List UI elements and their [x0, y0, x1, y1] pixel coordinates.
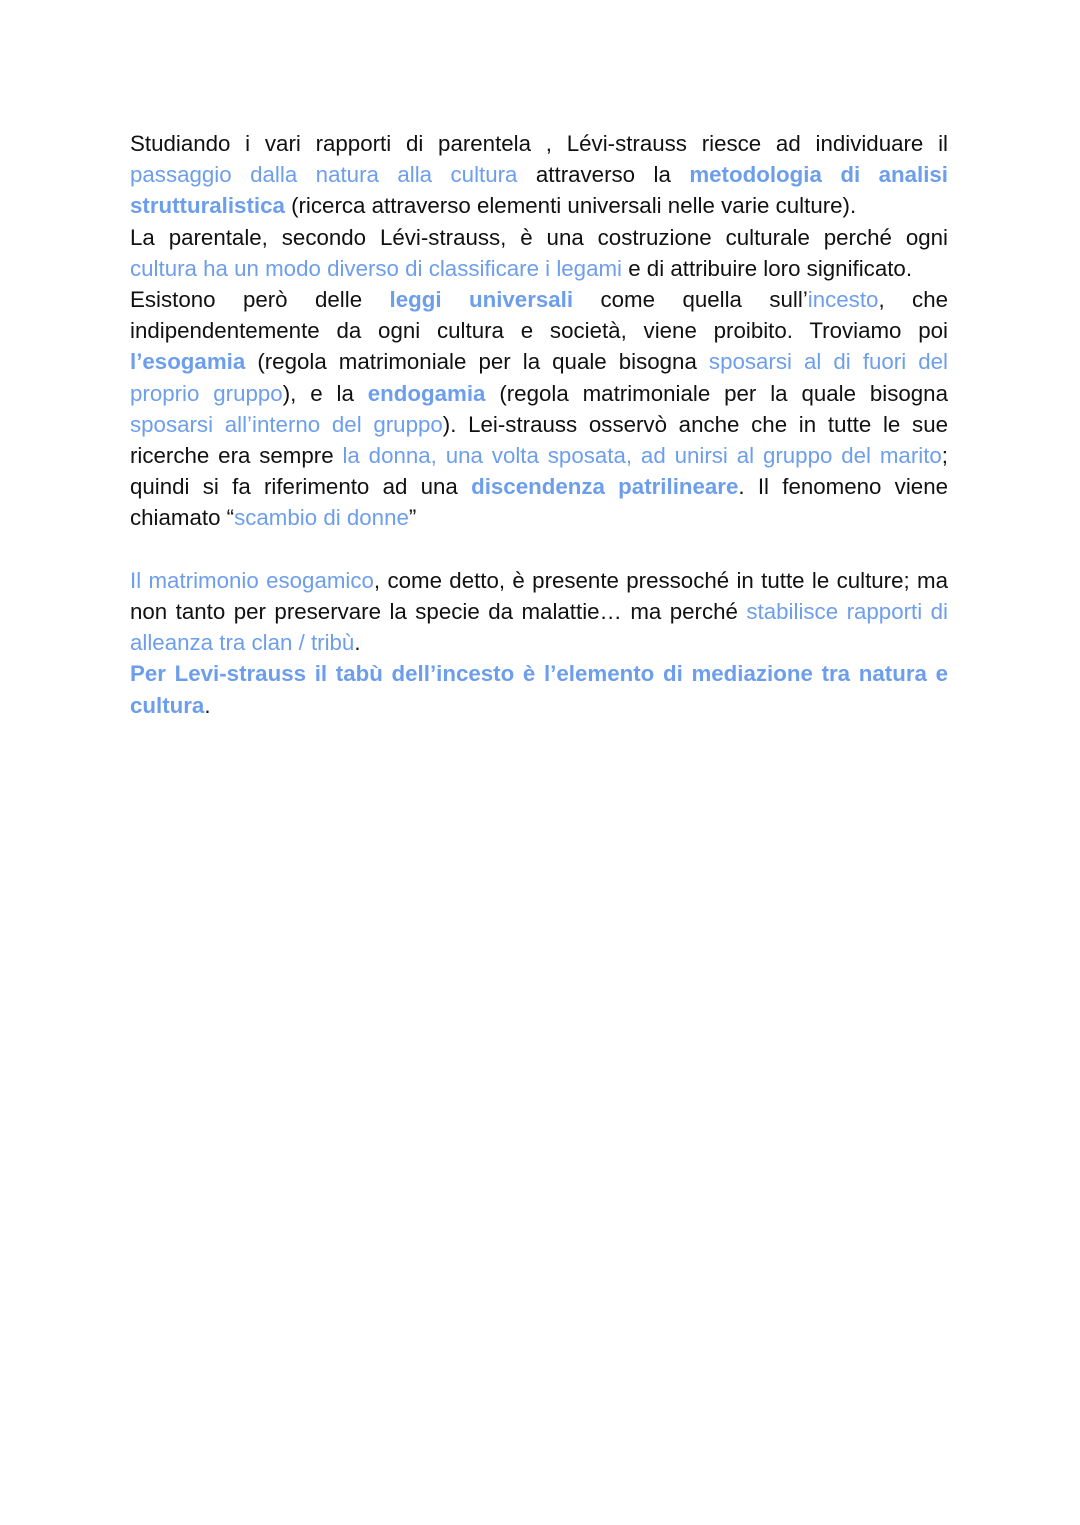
body-text: ; quindi si fa riferimento ad una — [130, 443, 948, 500]
highlighted-text: passaggio dalla natura alla cultura — [130, 162, 518, 188]
body-text: (ricerca attraverso elementi universali nelle varie culture). — [284, 193, 857, 219]
key-term: leggi universali — [389, 287, 574, 313]
highlighted-text: cultura ha un modo diverso di classificare i legami — [130, 255, 623, 281]
highlighted-text: la donna, una volta sposata, ad unirsi al gruppo del marito — [342, 443, 942, 469]
body-text: Studiando i vari rapporti di parentela , Lévi-strauss riesce ad individuare il — [130, 131, 948, 156]
body-text: ). Lei-strauss osservò anche che in tutte le sue ricerche era sempre — [130, 411, 948, 469]
body-text: , come detto, è presente pressoché in tutte le culture; ma non tanto per preservare la specie da malattie… ma perché — [130, 567, 948, 625]
paragraph — [130, 658, 948, 720]
paragraph — [130, 128, 948, 222]
highlighted-text: scambio di donne — [234, 505, 409, 531]
body-text: (regola matrimoniale per la quale bisogna — [245, 349, 709, 375]
body-text: . Il fenomeno viene chiamato “ — [130, 474, 948, 531]
body-text: (regola matrimoniale per la quale bisogna — [485, 380, 948, 406]
body-text: . — [204, 692, 211, 718]
body-text: come quella sull’ — [573, 287, 808, 313]
key-term: Per Levi-strauss il tabù dell’incesto è l’elemento di mediazione tra natura e cultura — [130, 661, 948, 718]
body-text: , che indipendentemente da ogni cultura e società, viene proibito. Troviamo poi — [130, 287, 949, 344]
key-term: l’esogamia — [130, 349, 246, 375]
paragraph — [130, 284, 948, 534]
paragraph — [130, 565, 948, 659]
key-term: endogamia — [367, 380, 486, 406]
highlighted-text: sposarsi al di fuori del proprio gruppo — [130, 349, 948, 406]
body-text: e di attribuire loro significato. — [622, 255, 913, 281]
body-text: ), e la — [282, 380, 368, 406]
highlighted-text: sposarsi all’interno del gruppo — [130, 411, 443, 437]
body-text: . — [354, 630, 361, 656]
body-text: ” — [408, 505, 417, 531]
highlighted-text: Il matrimonio esogamico — [130, 567, 374, 593]
body-text: La parentale, secondo Lévi-strauss, è una costruzione culturale perché ogni — [130, 224, 948, 250]
key-term: metodologia di analisi strutturalistica — [130, 162, 949, 219]
body-text: attraverso la — [517, 162, 690, 188]
key-term: discendenza patrilineare — [471, 474, 739, 500]
highlighted-text: incesto — [807, 287, 879, 313]
highlighted-text: stabilisce rapporti di alleanza tra clan / tribù — [130, 599, 948, 656]
document-page — [130, 128, 948, 721]
paragraph — [130, 222, 948, 284]
body-text: Esistono però delle — [130, 287, 390, 313]
